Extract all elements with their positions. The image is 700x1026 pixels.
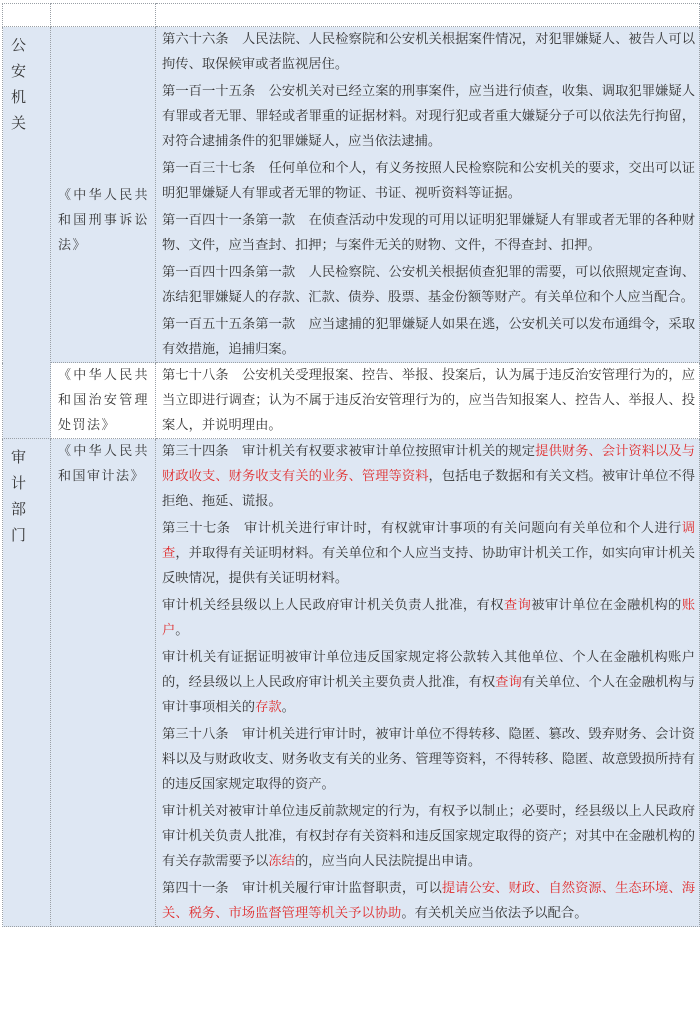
article-text: 第四十一条 审计机关履行审计监督职责，可以 (162, 881, 442, 896)
article-text: ，包括电子数据和有关文档。被审计单位不得拒绝、拖延、谎报。 (162, 469, 696, 509)
article-list (156, 363, 699, 438)
article-text: 。有关机关应当依法予以配合。 (401, 906, 588, 921)
article-paragraph (162, 363, 695, 438)
article-paragraph (162, 876, 695, 926)
article-text: 第七十八条 公安机关受理报案、控告、举报、投案后，认为属于违反治安管理行为的，应当立即进行调查；认为不属于违反治安管理行为的，应当告知报案人、控告人、举报人、投案人，并说明理由。 (162, 368, 695, 433)
article-text: 第一百五十五条第一款 应当逮捕的犯罪嫌疑人如果在逃，公安机关可以发布通缉令，采取有效措施，追捕归案。 (162, 317, 695, 357)
highlighted-text: 查询 (495, 675, 522, 690)
table-row (3, 27, 700, 363)
law-cell (51, 363, 156, 439)
article-paragraph (162, 260, 695, 310)
article-paragraph (162, 156, 695, 206)
org-name: 审计部门 (11, 448, 27, 544)
highlighted-text: 提供财务、会计资料以及与财政收支、财务收支有关的业务、管理等资料 (162, 444, 696, 484)
highlighted-text: 提请公安、财政、自然资源、生态环境、海关、税务、市场监督管理等机关予以协助 (162, 881, 696, 921)
content-cell (156, 27, 700, 363)
article-paragraph (162, 208, 695, 258)
article-paragraph (162, 722, 695, 797)
article-paragraph (162, 27, 695, 77)
highlighted-text: 账户 (162, 598, 696, 638)
org-name: 公安机关 (11, 36, 27, 132)
article-paragraph (162, 439, 695, 514)
article-paragraph (162, 645, 695, 720)
article-paragraph (162, 79, 695, 154)
article-text: 第一百三十七条 任何单位和个人，有义务按照人民检察院和公安机关的要求，交出可以证明犯罪嫌疑人有罪或者无罪的物证、书证、视听资料等证据。 (162, 161, 695, 201)
law-name: 《中华人民共和国刑事诉讼法》 (58, 188, 149, 253)
article-text: 第三十八条 审计机关进行审计时，被审计单位不得转移、隐匿、篡改、毁弃财务、会计资料以及与财政收支、财务收支有关的业务、管理等资料，不得转移、隐匿、故意毁损所持有的违反国家规定取得的资产。 (162, 727, 695, 792)
article-text: 审计机关经县级以上人民政府审计机关负责人批准，有权 (162, 598, 504, 613)
article-text: 被审计单位在金融机构的 (531, 598, 682, 613)
org-cell (3, 439, 51, 927)
article-text: 审计机关对被审计单位违反前款规定的行为，有权予以制止；必要时，经县级以上人民政府审计机关负责人批准，有权封存有关资料和违反国家规定取得的资产；对其中在金融机构的有关存款需要予以 (162, 804, 695, 869)
highlighted-text: 存款 (255, 700, 282, 715)
law-name: 《中华人民共和国治安管理处罚法》 (58, 368, 149, 433)
highlighted-text: 查询 (503, 598, 532, 613)
article-text: 第六十六条 人民法院、人民检察院和公安机关根据案件情况，对犯罪嫌疑人、被告人可以拘传、取保候审或者监视居住。 (162, 32, 695, 72)
content-cell (156, 439, 700, 927)
article-text: 第一百一十五条 公安机关对已经立案的刑事案件，应当进行侦查，收集、调取犯罪嫌疑人有罪或者无罪、罪轻或者罪重的证据材料。对现行犯或者重大嫌疑分子可以依法先行拘留，对符合逮捕条件的犯罪嫌疑人，应当依法逮捕。 (162, 84, 695, 149)
article-paragraph (162, 593, 695, 643)
article-paragraph (162, 312, 695, 362)
article-text: 的，应当向人民法院提出申请。 (294, 854, 482, 869)
law-cell (51, 27, 156, 363)
article-paragraph (162, 799, 695, 874)
law-cell (51, 439, 156, 927)
article-list (156, 439, 699, 926)
law-table (2, 3, 700, 927)
highlighted-text: 冻结 (268, 854, 295, 869)
header-cell-content (156, 4, 700, 27)
article-text: 。 (175, 623, 189, 638)
table-row (3, 439, 700, 927)
table-row (3, 363, 700, 439)
article-paragraph (162, 516, 695, 591)
article-list (156, 27, 699, 362)
content-cell (156, 363, 700, 439)
org-cell (3, 27, 51, 439)
article-text: 第一百四十四条第一款 人民检察院、公安机关根据侦查犯罪的需要，可以依照规定查询、冻结犯罪嫌疑人的存款、汇款、债券、股票、基金份额等财产。有关单位和个人应当配合。 (162, 265, 695, 305)
header-cell-org (3, 4, 51, 27)
law-name: 《中华人民共和国审计法》 (58, 444, 149, 484)
article-text: 有关单位、个人在金融机构与审计事项相关的 (162, 675, 696, 715)
article-text: 第三十四条 审计机关有权要求被审计单位按照审计机关的规定 (162, 444, 536, 459)
article-text: 第三十七条 审计机关进行审计时，有权就审计事项的有关问题向有关单位和个人进行 (162, 521, 682, 536)
article-text: 。 (281, 700, 295, 715)
header-cell-law (51, 4, 156, 27)
highlighted-text: 调查 (162, 521, 695, 561)
header-row (3, 4, 700, 27)
article-text: 第一百四十一条第一款 在侦查活动中发现的可用以证明犯罪嫌疑人有罪或者无罪的各种财物、文件，应当查封、扣押；与案件无关的财物、文件，不得查封、扣押。 (162, 213, 695, 253)
article-text: 审计机关有证据证明被审计单位违反国家规定将公款转入其他单位、个人在金融机构账户的，经县级以上人民政府审计机关主要负责人批准，有权 (162, 650, 695, 690)
article-text: ，并取得有关证明材料。有关单位和个人应当支持、协助审计机关工作，如实向审计机关反映情况，提供有关证明材料。 (162, 546, 696, 586)
